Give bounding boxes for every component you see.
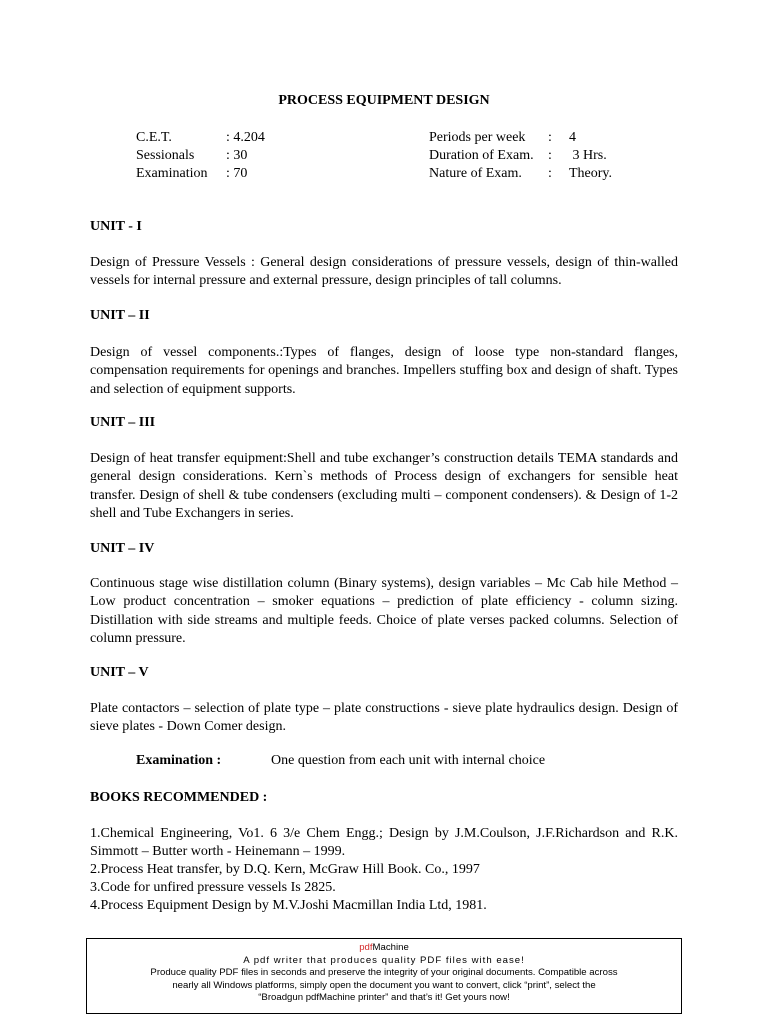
info-separator: : (548, 166, 552, 181)
info-separator: : (548, 148, 552, 163)
book-item: 2.Process Heat transfer, by D.Q. Kern, McGraw Hill Book. Co., 1997 (90, 862, 480, 877)
footer-brand (87, 942, 681, 955)
unit-4-text: Continuous stage wise distillation column (Binary systems), design variables – Mc Cab hile Method – Low product concentration – smoker equations – prediction of plate efficiency - column sizing. Distillation with side streams and multiple feeds. Choice of plate verses packed columns. Selection of column pressure. (90, 576, 678, 647)
info-value: 3 Hrs. (569, 148, 607, 163)
info-value: : 30 (226, 148, 248, 163)
unit-1-text: Design of Pressure Vessels : General design considerations of pressure vessels, design of thin-walled vessels for internal pressure and external pressure, design principles of tall columns. (90, 255, 678, 289)
info-value: 4 (569, 130, 576, 145)
info-key: C.E.T. (136, 130, 172, 145)
unit-5-text: Plate contactors – selection of plate type – plate constructions - sieve plate hydraulics design. Design of sieve plates - Down Comer design. (90, 701, 678, 735)
unit-2-heading: UNIT – II (90, 308, 150, 323)
info-key: Nature of Exam. (429, 166, 522, 181)
info-key: Duration of Exam. (429, 148, 534, 163)
info-row (136, 129, 265, 147)
info-value: : 4.204 (226, 130, 265, 145)
unit-3-heading: UNIT – III (90, 415, 156, 430)
info-row (136, 147, 265, 165)
info-value: Theory. (569, 166, 613, 181)
info-key: Periods per week (429, 130, 526, 145)
examination-line (136, 753, 545, 769)
info-key: Examination (136, 166, 208, 181)
books-heading: BOOKS RECOMMENDED : (90, 790, 268, 805)
books-list (90, 825, 678, 915)
examination-label: Examination : (136, 753, 222, 768)
unit-3-text: Design of heat transfer equipment:Shell and tube exchanger’s construction details TEMA standards and general design considerations. Kern`s methods of Process design of exchangers for sensible heat transfer. Design of shell & tube condensers (excluding multi – component condensers). & Design of 1-2 shell and Tube Exchangers in series. (90, 451, 678, 522)
info-separator: : (548, 130, 552, 145)
unit-5-heading: UNIT – V (90, 665, 149, 680)
page-title: PROCESS EQUIPMENT DESIGN (278, 93, 490, 108)
brand-pdf: pdf (359, 942, 373, 953)
footer-line-3: “Broadgun pdfMachine printer” and that’s it! Get yours now! (258, 992, 510, 1003)
unit-2-text: Design of vessel components.:Types of flanges, design of loose type non-standard flanges, compensation requirements for openings and branches. Impellers stuffing box and design of shaft. Types and selection of equipment supports. (90, 345, 678, 397)
info-row (429, 147, 612, 165)
book-item: 4.Process Equipment Design by M.V.Joshi Macmillan India Ltd, 1981. (90, 898, 487, 913)
info-row (136, 165, 265, 183)
info-row (429, 165, 612, 183)
book-item: 3.Code for unfired pressure vessels Is 2825. (90, 880, 336, 895)
info-row (429, 129, 612, 147)
unit-4-heading: UNIT – IV (90, 541, 155, 556)
examination-text: One question from each unit with internal choice (271, 753, 546, 768)
pdfmachine-footer (86, 938, 682, 1014)
footer-tagline: A pdf writer that produces quality PDF files with ease! (243, 954, 525, 966)
info-key: Sessionals (136, 148, 195, 163)
course-info-left (136, 129, 265, 183)
footer-line-2: nearly all Windows platforms, simply open the document you want to convert, click “print”, select the (172, 979, 596, 991)
brand-machine: Machine (372, 942, 409, 953)
unit-1-heading: UNIT - I (90, 219, 142, 234)
footer-line-1: Produce quality PDF files in seconds and preserve the integrity of your original documents. Compatible across (150, 967, 618, 978)
info-value: : 70 (226, 166, 248, 181)
course-info-right (429, 129, 612, 183)
book-item: 1.Chemical Engineering, Vo1. 6 3/e Chem Engg.; Design by J.M.Coulson, J.F.Richardson and R.K. Simmott – Butter worth - Heinemann – 1999. (90, 826, 678, 859)
